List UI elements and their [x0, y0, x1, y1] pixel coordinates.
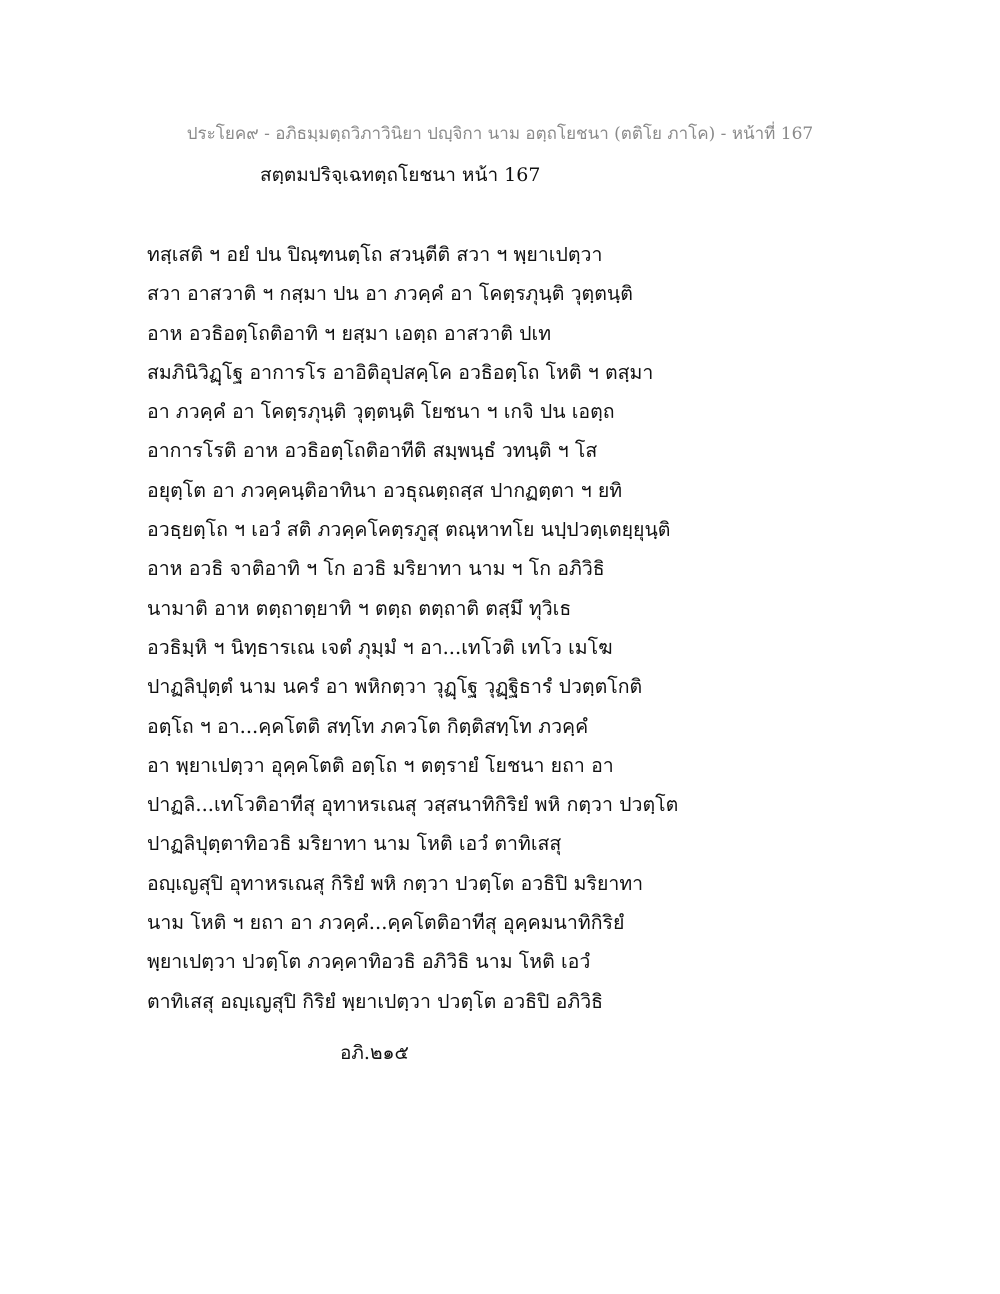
text-line: อาห อวธิอตฺโถติอาทิ ฯ ยสฺมา เอตฺถ อาสวาติ ปเท	[147, 321, 552, 345]
text-line: พฺยาเปตฺวา ปวตฺโต ภวคฺคาทิอวธิ อภิวิธิ นาม โหติ เอวํ	[147, 950, 591, 974]
text-line: ปาฏลิปุตฺตาทิอวธิ มริยาทา นาม โหติ เอวํ ตาทิเสสุ	[147, 832, 562, 856]
text-line: อตฺโถ ฯ อา...คฺคโตติ สทฺโท ภควโต กิตฺติสทฺโท ภวคฺคํ	[147, 714, 589, 738]
text-line: อา ภวคฺคํ อา โคตฺรภุนฺติ วุตฺตนฺติ โยชนา ฯ เกจิ ปน เอตฺถ	[147, 400, 615, 424]
text-line: อวธิมฺหิ ฯ นิทฺธารเณ เจตํ ภุมฺมํ ฯ อา...เทโวติ เทโว เมโฆ	[147, 635, 613, 659]
running-header	[0, 120, 1000, 147]
body-text	[147, 235, 867, 1021]
text-line: สมภินิวิฏฺโฐ อาการโร อาอิติอุปสคฺโค อวธิอตฺโถ โหติ ฯ ตสฺมา	[147, 360, 654, 384]
text-line: อยุตฺโต อา ภวคฺคนฺติอาทินา อวธุณตฺถสฺส ปากฏตฺตา ฯ ยทิ	[147, 478, 623, 502]
text-line: นาม โหติ ฯ ยถา อา ภวคฺคํ...คฺคโตติอาทีสุ อุคฺคมนาทิกิริยํ	[147, 911, 625, 935]
text-line: ปาฏลิปุตฺตํ นาม นครํ อา พหิกตฺวา วุฏฺโฐ วุฏฺฐิธารํ ปวตฺตโกติ	[147, 675, 643, 699]
text-line: ทสฺเสติ ฯ อยํ ปน ปิณฺฑนตฺโถ สวนฺตีติ สวา ฯ พฺยาเปตฺวา	[147, 243, 603, 266]
text-line: อา พฺยาเปตฺวา อุคฺคโตติ อตฺโถ ฯ ตตฺรายํ โยชนา ยถา อา	[147, 753, 614, 777]
text-line: นามาติ อาห ตตฺถาตฺยาทิ ฯ ตตฺถ ตตฺถาติ ตสฺมึ ทุวิเธ	[147, 596, 572, 620]
text-line: ปาฏลิ...เทโวติอาทีสุ อุทาหรเณสุ วสฺสนาทิกิริยํ พหิ กตฺวา ปวตฺโต	[147, 793, 679, 817]
running-header-text: ประโยค๙ - อภิธมฺมตฺถวิภาวินิยา ปญฺจิกา นาม อตฺถโยชนา (ตติโย ภาโค) - หน้าที่ 167	[186, 124, 814, 144]
page-footer: อภิ.๒๑๕	[340, 1042, 409, 1064]
text-line: อวธฺยตฺโถ ฯ เอวํ สติ ภวคฺคโคตฺรภูสุ ตณฺหาทโย นปฺปวตฺเตยฺยุนฺติ	[147, 518, 671, 542]
text-line: อาการโรติ อาห อวธิอตฺโถติอาทีติ สมฺพนฺธํ วทนฺติ ฯ โส	[147, 439, 598, 463]
text-line: ตาทิเสสุ อญฺเญสุปิ กิริยํ พฺยาเปตฺวา ปวตฺโต อวธิปิ อภิวิธิ	[147, 989, 604, 1013]
section-title: สตฺตมปริจฺเฉทตฺถโยชนา หน้า 167	[260, 164, 541, 186]
text-line: อาห อวธิ จาติอาทิ ฯ โก อวธิ มริยาทา นาม ฯ โก อภิวิธิ	[147, 557, 605, 581]
text-line: อญฺเญสุปิ อุทาหรเณสุ กิริยํ พหิ กตฺวา ปวตฺโต อวธิปิ มริยาทา	[147, 871, 644, 895]
text-line: สวา อาสวาติ ฯ กสฺมา ปน อา ภวคฺคํ อา โคตฺรภุนฺติ วุตฺตนฺติ	[147, 282, 633, 306]
